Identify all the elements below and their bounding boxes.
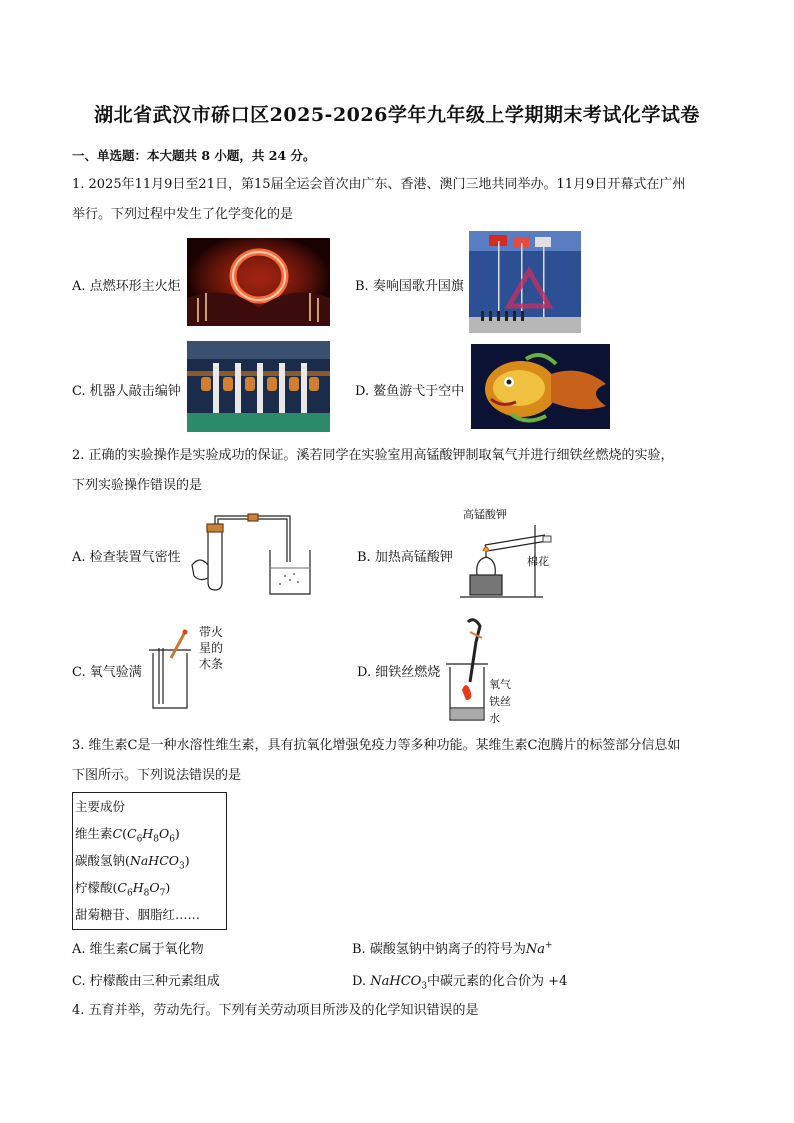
q3-stem-line2: 下图所示。下列说法错误的是 — [72, 768, 242, 783]
label-vitamin-c: 维生素$C(C_6H_8O_6)$ — [75, 826, 180, 845]
q3-option-c: C. 柠檬酸由三种元素组成 — [72, 974, 220, 989]
vitamin-c-label-box — [72, 792, 227, 930]
question-1 — [72, 170, 722, 230]
torch-ring-image — [187, 238, 330, 326]
q1-option-d: D. 鳌鱼游弋于空中 — [355, 384, 465, 399]
q1-stem-line1: 1. 2025年11月9日至21日，第15届全运会首次由广东、香港、澳门三地共同举办。11月9日开幕式在广州 — [72, 177, 686, 192]
q3-option-b: B. 碳酸氢钠中钠离子的符号为Na+ — [352, 940, 553, 957]
label-glowing-splint: 带火 星的 木条 — [199, 625, 224, 671]
q3-option-a: A. 维生素C属于氧化物 — [72, 942, 204, 957]
oxygen-full-check-diagram — [145, 628, 195, 713]
label-sodium-bicarbonate: 碳酸氢钠(NaHCO$_3$) — [75, 853, 190, 872]
section-heading: 一、单选题：本大题共 8 小题，共 24 分。 — [72, 148, 316, 163]
q1-stem-line2: 举行。下列过程中发生了化学变化的是 — [72, 207, 294, 222]
flag-raising-image — [469, 231, 581, 333]
label-oxygen: 氧气 — [489, 678, 511, 691]
q1-option-b: B. 奏响国歌升国旗 — [355, 279, 464, 294]
q3-stem-line1: 3. 维生素C是一种水溶性维生素，具有抗氧化增强免疫力等多种功能。某维生素C泡腾片的标签部分信息如 — [72, 738, 681, 753]
robot-bianzhong-image — [187, 341, 330, 432]
label-others: 甜菊糖苷、胭脂红…… — [75, 907, 201, 922]
question-4 — [72, 996, 722, 1026]
q4-stem: 4. 五育并举，劳动先行。下列有关劳动项目所涉及的化学知识错误的是 — [72, 1003, 479, 1018]
label-water: 水 — [489, 712, 500, 725]
label-kmno4: 高锰酸钾 — [463, 508, 507, 521]
q2-option-d: D. 细铁丝燃烧 — [357, 665, 441, 680]
q1-option-a: A. 点燃环形主火炬 — [72, 279, 181, 294]
question-2 — [72, 441, 722, 501]
q2-option-a: A. 检查装置气密性 — [72, 550, 181, 565]
q1-option-c: C. 机器人敲击编钟 — [72, 384, 181, 399]
q3-option-d: D. NaHCO$_3$中碳元素的化合价为 +4 — [352, 974, 568, 992]
label-citric-acid: 柠檬酸$(C_6H_8O_7)$ — [75, 880, 171, 899]
dragon-fish-image — [471, 344, 610, 429]
q2-stem-line2: 下列实验操作错误的是 — [72, 478, 203, 493]
q2-stem-line1: 2. 正确的实验操作是实验成功的保证。溪若同学在实验室用高锰酸钾制取氧气并进行细铁丝燃烧的实验， — [72, 448, 674, 463]
question-3 — [72, 731, 722, 791]
q2-option-b: B. 加热高锰酸钾 — [357, 550, 453, 565]
q2-option-c: C. 氧气验满 — [72, 665, 142, 680]
label-heading: 主要成份 — [75, 799, 126, 814]
label-iron-wire: 铁丝 — [489, 695, 511, 708]
page-title: 湖北省武汉市硚口区2025-2026学年九年级上学期期末考试化学试卷 — [94, 104, 700, 126]
label-cotton: 棉花 — [527, 555, 549, 568]
airtightness-apparatus-diagram — [190, 510, 320, 602]
